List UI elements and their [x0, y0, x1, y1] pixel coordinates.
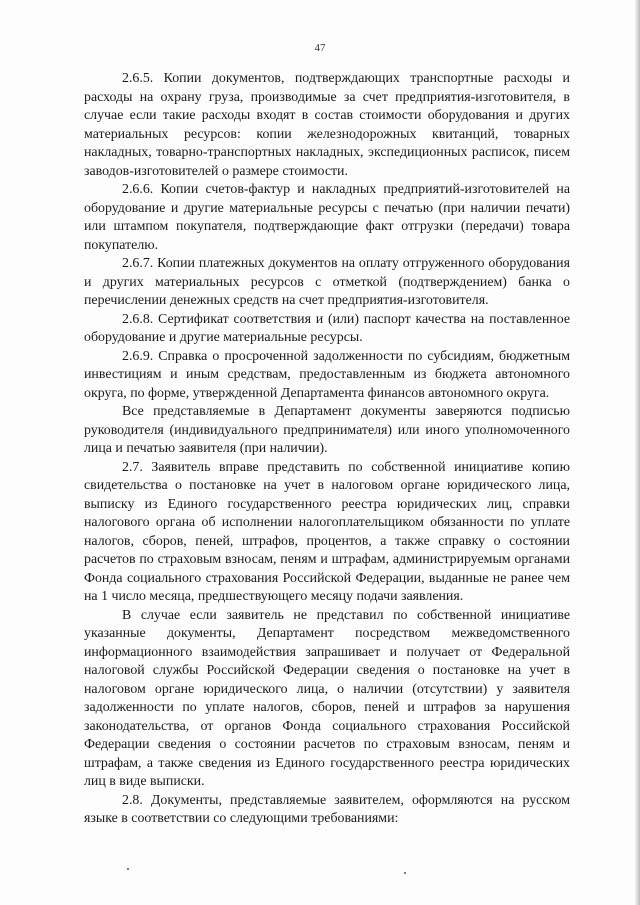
document-body	[84, 70, 570, 829]
page-number: 47	[314, 42, 326, 54]
scan-edge-shadow	[634, 0, 640, 905]
paragraph-2-6-6: 2.6.6. Копии счетов-фактур и накладных предприятий-изготовителей на оборудование и другие материальные ресурсы с печатью (при наличии печати) или штампом покупателя, подтверждающие факт отгрузки (передачи) товара покупателю.	[84, 182, 570, 253]
paragraph-2-6-9: 2.6.9. Справка о просроченной задолженности по субсидиям, бюджетным инвестициям и иным средствам, предоставленным из бюджета автономного округа, по форме, утвержденной Департамента финансов автономного округа.	[84, 348, 570, 401]
scan-speck-left	[127, 868, 129, 870]
paragraph-2-6-7: 2.6.7. Копии платежных документов на оплату отгруженного оборудования и других материальных ресурсов с отметкой (подтверждением) банка о перечислении денежных средств на счет предприятия-изготовителя.	[84, 256, 570, 308]
paragraph-certification: Все представляемые в Департамент документы заверяются подписью руководителя (индивидуального предпринимателя) или иного уполномоченного лица и печатью заявителя (при наличии).	[84, 404, 570, 456]
paragraph-interagency-request: В случае если заявитель не представил по собственной инициативе указанные документы, Департамент посредством межведомственного информационного взаимодействия запрашивает и получает от Федеральной налоговой службы Российской Федерации сведения о постановке на учет в налоговом органе юридического лица, о наличии (отсутствии) у заявителя задолженности по уплате налогов, сборов, пеней и штрафов за нарушения законодательства, от органов Фонда социального страхования Российской Федерации сведения о состоянии расчетов по страховым взносам, пеням и штрафам, а также сведения из Единого государственного реестра юридических лиц в виде выписки.	[84, 607, 570, 789]
paragraph-2-7: 2.7. Заявитель вправе представить по собственной инициативе копию свидетельства о постановке на учет в налоговом органе юридического лица, выписку из Единого государственного реестра юридических лиц, справки налогового органа об исполнении налогоплательщиком обязанности по уплате налогов, сборов, пеней, штрафов, процентов, а также справку о состоянии расчетов по страховым взносам, пеням и штрафам, администрируемым органами Фонда социального страхования Российской Федерации, выданные не ранее чем на 1 число месяца, предшествующего месяцу подачи заявления.	[84, 459, 570, 604]
paragraph-2-8: 2.8. Документы, представляемые заявителем, оформляются на русском языке в соответствии со следующими требованиями:	[84, 792, 570, 826]
paragraph-2-6-5: 2.6.5. Копии документов, подтверждающих транспортные расходы и расходы на охрану груза, производимые за счет предприятия-изготовителя, в случае если такие расходы входят в состав стоимости оборудования и других материальных ресурсов: копии железнодорожных квитанций, товарных накладных, товарно-транспортных накладных, экспедиционных расписок, писем заводов-изготовителей о размере стоимости.	[84, 71, 570, 179]
scan-speck-right	[404, 872, 406, 874]
paragraph-2-6-8: 2.6.8. Сертификат соответствия и (или) паспорт качества на поставленное оборудование и другие материальные ресурсы.	[84, 311, 570, 345]
